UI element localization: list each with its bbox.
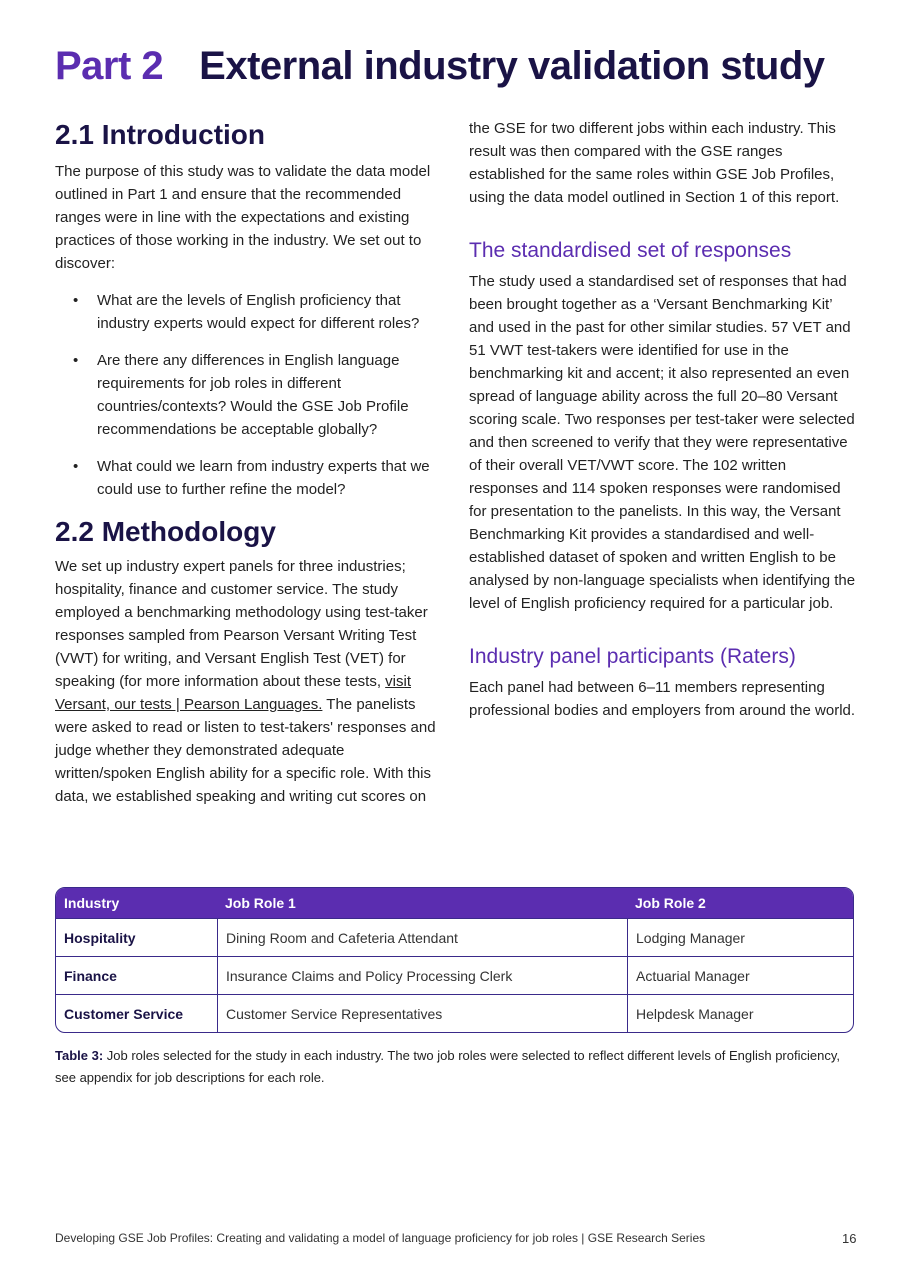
table-caption [55,1045,845,1089]
responses-paragraph: The study used a standardised set of responses that had been brought together as a ‘Versant Benchmarking Kit’ and used in the past for other similar studies. 57 VET and 51 VWT test-takers were identified for use in the benchmarking kit and accent; it also represented an even spread of language ability across the full 20–80 Versant scoring scale. Two responses per test-taker were selected and then screened to verify that they were representative of their overall VET/VWT score. The 102 written responses and 114 spoken responses were randomised for presentation to the panelists. In this way, the Versant Benchmarking Kit provides a standardised and well-established dataset of spoken and written English to be analysed by non-language specialists when identifying the level of English proficiency required for a particular job. [469,273,856,612]
part-label: Part 2 [55,44,164,88]
page-title [55,44,825,89]
job-role-2-cell: Lodging Manager [627,918,853,956]
job-roles-table [55,887,854,1033]
table-row [56,918,853,956]
header-job-role-2: Job Role 2 [627,888,853,918]
page-number: 16 [842,1231,857,1246]
bullet-item: • Are there any differences in English language requirements for job roles in different countries/contexts? Would the GSE Job Profile recommendations be acceptable globally? [55,349,440,441]
header-job-role-1: Job Role 1 [217,888,627,918]
intro-paragraph: The purpose of this study was to validate the data model outlined in Part 1 and ensure that the recommended ranges were in line with the expectations and existing practices of those working in the industry. We set out to discover: [55,163,431,272]
caption-label: Table 3: [55,1048,104,1063]
intro-heading: 2.1 Introduction [55,119,265,150]
industry-cell: Finance [56,956,217,994]
methodology-heading: 2.2 Methodology [55,516,276,547]
job-role-1-cell: Dining Room and Cafeteria Attendant [217,918,627,956]
job-role-2-cell: Actuarial Manager [627,956,853,994]
methodology-continuation: the GSE for two different jobs within each industry. This result was then compared with the GSE ranges established for the same roles within GSE Job Profiles, using the data model outlined in Section 1 of this report. [469,120,840,206]
caption-text: Job roles selected for the study in each industry. The two job roles were selected to reflect different levels of English proficiency, see appendix for job descriptions for each role. [55,1048,840,1085]
methodology-text: The panelists were asked to read or listen to test-takers' responses and judge whether they demonstrated adequate written/spoken English ability for a specific role. With this data, we established speaking and writing cut scores on [55,696,436,805]
bullet-item: • What are the levels of English proficiency that industry experts would expect for different roles? [55,289,440,335]
job-role-1-cell: Insurance Claims and Policy Processing Clerk [217,956,627,994]
industry-cell: Hospitality [56,918,217,956]
footer-text: Developing GSE Job Profiles: Creating and validating a model of language proficiency for job roles | GSE Research Series [55,1231,706,1245]
table-header-row [56,888,853,918]
table-row [56,956,853,994]
right-column [469,117,857,722]
versant-tests-link[interactable]: visit Versant, our tests | Pearson Languages. [55,673,412,713]
left-column [55,118,440,808]
header-industry: Industry [56,888,217,918]
bullet-item: • What could we learn from industry experts that we could use to further refine the model? [55,455,440,501]
participants-heading: Industry panel participants (Raters) [469,645,796,668]
methodology-text: We set up industry expert panels for three industries; hospitality, finance and customer service. The study employed a benchmarking methodology using test-taker responses sampled from Pearson Versant Writing Test (VWT) for writing, and Versant English Test (VET) for speaking (for more information about these tests, [55,558,428,690]
job-role-1-cell: Customer Service Representatives [217,994,627,1032]
intro-bullet-list [55,289,440,501]
job-role-2-cell: Helpdesk Manager [627,994,853,1032]
industry-cell: Customer Service [56,994,217,1032]
responses-heading: The standardised set of responses [469,239,792,262]
participants-paragraph: Each panel had between 6–11 members representing professional bodies and employers from around the world. [469,679,856,719]
table-row [56,994,853,1032]
title-text: External industry validation study [199,44,825,88]
methodology-paragraph [55,555,440,808]
